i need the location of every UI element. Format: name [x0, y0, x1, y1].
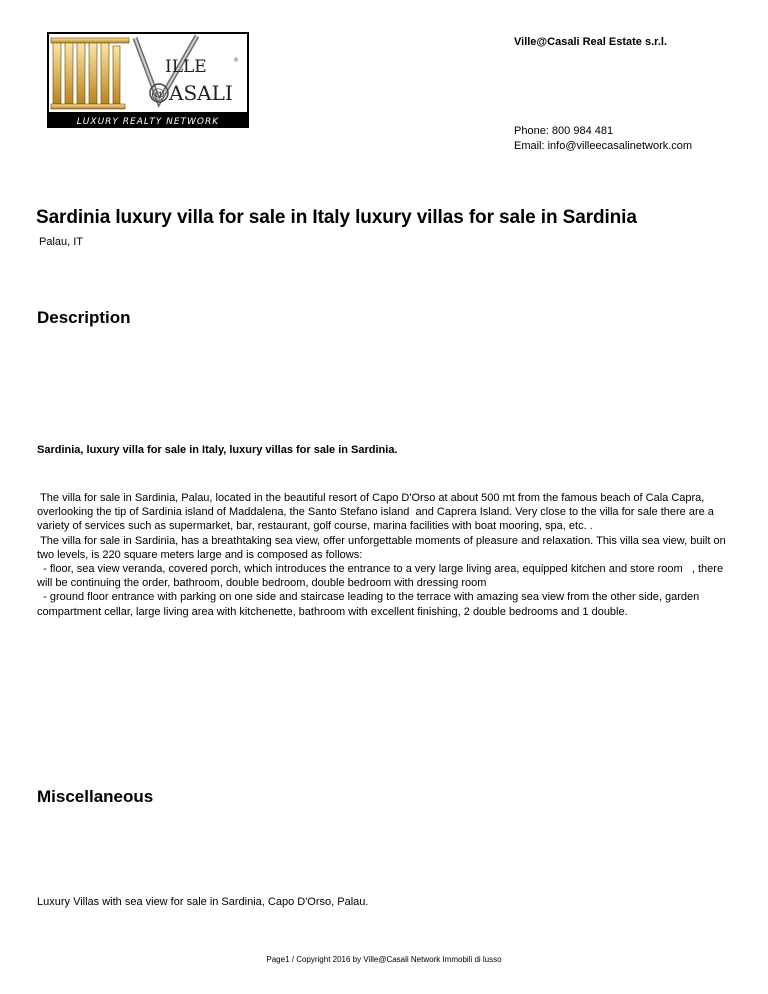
listing-location: Palau, IT — [39, 236, 84, 248]
description-body — [37, 491, 737, 619]
phone-number: Phone: 800 984 481 — [514, 125, 614, 137]
email-address: Email: info@villeecasalinetwork.com — [514, 140, 693, 152]
company-name: Ville@Casali Real Estate s.r.l. — [514, 36, 667, 48]
description-lead: Sardinia, luxury villa for sale in Italy, luxury villas for sale in Sardinia. — [37, 444, 398, 456]
svg-text:@: @ — [151, 86, 165, 102]
contact-block — [514, 124, 692, 154]
logo-text-top: ILLE — [165, 57, 207, 77]
description-paragraph: The villa for sale in Sardinia, Palau, located in the beautiful resort of Capo D'Orso at about 500 mt from the famous beach of Cala Capra, overlooking the tip of Sardinia island of Maddalena, the Santo Stefano island and Caprera Island. Very close to the villa for sale there are a variety of services such as supermarket, bar, restaurant, golf course, marina facilities with boat mooring, spa, etc. . — [37, 492, 717, 533]
description-paragraph: - floor, sea view veranda, covered porch, which introduces the entrance to a very large living area, equipped kitchen and store room , there will be continuing the order, bathroom, double bedroom, double bedroom with dressing room — [37, 563, 727, 590]
page-footer: Page1 / Copyright 2016 by Ville@Casali Network Immobili di lusso — [266, 955, 502, 964]
logo-tagline: LUXURY REALTY NETWORK — [76, 117, 220, 127]
company-logo — [47, 32, 249, 128]
miscellaneous-heading: Miscellaneous — [37, 787, 154, 806]
logo-text-bottom: ASALI — [169, 81, 233, 105]
listing-title: Sardinia luxury villa for sale in Italy luxury villas for sale in Sardinia — [36, 207, 637, 228]
description-paragraph: The villa for sale in Sardinia, has a breathtaking sea view, offer unforgettable moments of pleasure and relaxation. This villa sea view, built on two levels, is 220 square meters large and is composed as follows: — [37, 534, 729, 561]
description-paragraph: - ground floor entrance with parking on one side and staircase leading to the terrace with amazing sea view from the other side, garden compartment cellar, large living area with kitchenette, bathroom with excellent finishing, 2 double bedrooms and 1 double. — [37, 591, 709, 618]
description-heading: Description — [37, 308, 131, 327]
registered-icon: ® — [233, 57, 239, 64]
miscellaneous-text: Luxury Villas with sea view for sale in Sardinia, Capo D'Orso, Palau. — [37, 896, 369, 908]
